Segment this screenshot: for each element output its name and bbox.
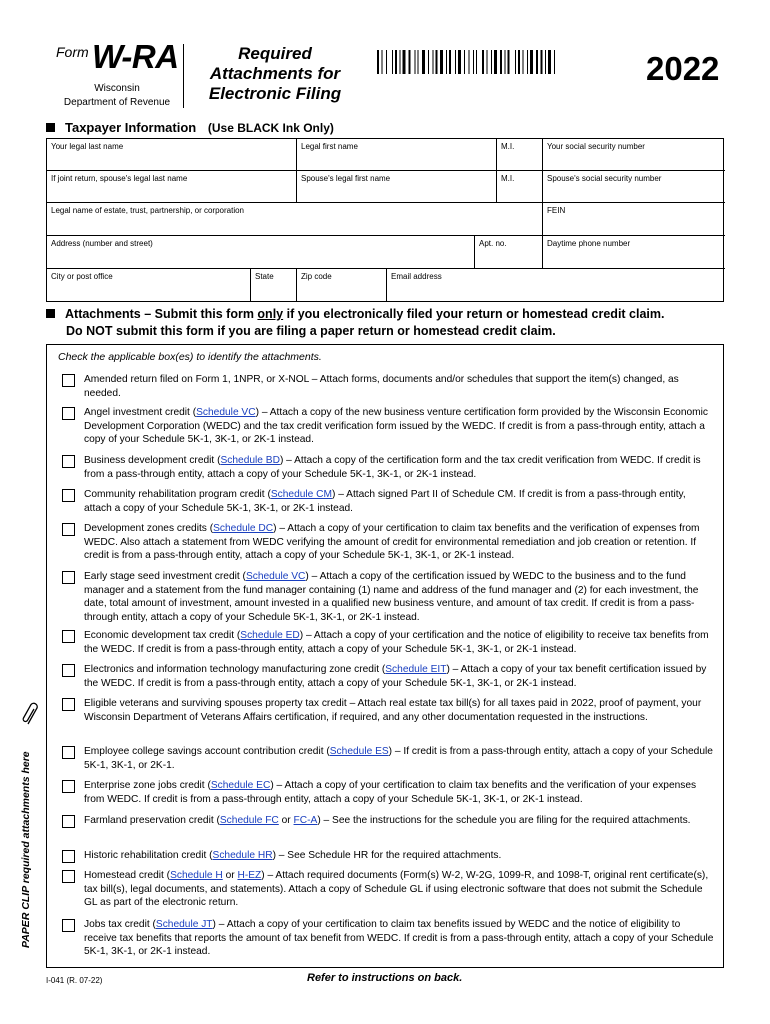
- barcode-bar: [422, 50, 425, 74]
- barcode-bar: [548, 50, 551, 74]
- form-number: W-RA: [92, 38, 179, 75]
- barcode-bar: [428, 50, 429, 74]
- attachment-text-end: ) – If credit is from a pass-through entity, attach a copy of your Schedule 5K-1, 3K-1, or 2K-1.: [84, 746, 713, 771]
- phone-label: Daytime phone number: [547, 239, 631, 248]
- attachment-text-start: Jobs tax credit (: [84, 919, 156, 930]
- attachment-text-end: ) – Attach a copy of the new business venture certification form provided by the Wisconsin Economic Development Corporation (WEDC) and the tax credit verification form issued by the WEDC. If credit is from a pass-through entity, attach a copy of your Schedule 5K-1, 3K-1, or 2K-1 instead.: [84, 407, 709, 445]
- attachment-text: [84, 869, 714, 910]
- form-code: I-041 (R. 07-22): [46, 976, 103, 985]
- attachment-text-end: ) – Attach a copy of the certification form and the tax credit verification from WEDC. If credit is from a pass-through entity, attach a copy of your Schedule 5K-1, 3K-1, or 2K-1 instead.: [84, 455, 701, 480]
- address-field[interactable]: [47, 236, 475, 269]
- attachment-checkbox[interactable]: [62, 489, 75, 502]
- form-prefix: Form: [56, 44, 89, 60]
- barcode-bar: [515, 50, 516, 74]
- fein-field[interactable]: [543, 203, 725, 236]
- barcode-bar: [386, 50, 387, 74]
- attachment-checkbox[interactable]: [62, 407, 75, 420]
- taxpayer-heading-text: Taxpayer Information: [65, 120, 197, 135]
- schedule-link[interactable]: Schedule CM: [270, 489, 332, 500]
- attachment-checkbox[interactable]: [62, 698, 75, 711]
- attachment-text-start: Electronics and information technology manufacturing zone credit (: [84, 664, 386, 675]
- attachment-text: [84, 663, 714, 690]
- schedule-link[interactable]: FC-A: [293, 815, 318, 826]
- ink-note: (Use BLACK Ink Only): [207, 121, 334, 135]
- barcode-bar: [554, 50, 555, 74]
- paper-clip-icon: [22, 702, 42, 728]
- first-name-field[interactable]: [297, 139, 497, 171]
- schedule-link[interactable]: Schedule BD: [220, 455, 280, 466]
- title-line-3: Electronic Filing: [208, 84, 342, 103]
- barcode-bar: [418, 50, 419, 74]
- email-field[interactable]: [387, 269, 725, 301]
- last-name-label: Your legal last name: [51, 142, 124, 151]
- attachment-text: [84, 745, 714, 772]
- schedule-link[interactable]: Schedule HR: [212, 850, 273, 861]
- attachment-text-start: Farmland preservation credit (: [84, 815, 220, 826]
- zip-field[interactable]: [297, 269, 387, 301]
- attachment-checkbox[interactable]: [62, 630, 75, 643]
- state-label: State: [255, 272, 274, 281]
- attachment-text-start: Employee college savings account contribution credit (: [84, 746, 330, 757]
- barcode-bar: [403, 50, 406, 74]
- ssn-field[interactable]: [543, 139, 725, 171]
- barcode-bar: [494, 50, 497, 74]
- city-field[interactable]: [47, 269, 251, 301]
- attachment-text-end: ) – Attach a copy of your certification and the notice of eligibility to receive tax benefits from the WEDC. If credit is from a pass-through entity, attach a copy of your Schedule 5K-1, 3K-1, or 2K-1 instead.: [84, 630, 709, 655]
- barcode-bar: [518, 50, 520, 74]
- barcode-bar: [446, 50, 447, 74]
- attachment-text: [84, 373, 714, 400]
- spouse-first-label: Spouse's legal first name: [301, 174, 391, 183]
- attachment-text: [84, 918, 714, 959]
- attachment-text-start: Homestead credit (: [84, 870, 171, 881]
- attachment-text-end: ) – See Schedule HR for the required attachments.: [272, 850, 502, 861]
- attachment-text-start: Development zones credits (: [84, 523, 214, 534]
- barcode-bar: [455, 50, 456, 74]
- barcode: [377, 50, 619, 74]
- attachment-checkbox[interactable]: [62, 664, 75, 677]
- estate-name-field[interactable]: [47, 203, 543, 236]
- attachment-text-mid: or: [278, 815, 294, 826]
- barcode-bar: [527, 50, 528, 74]
- barcode-bar: [541, 50, 543, 74]
- attachment-text-start: Amended return filed on Form 1, 1NPR, or X-NOL – Attach forms, documents and/or schedules that support the item(s) changed, as needed.: [84, 374, 679, 399]
- department-name: [58, 82, 176, 110]
- attachment-text-end: ) – Attach a copy of the certification issued by WEDC to the business and to the fund manager and a statement from the fund manager containing (1) name and address of the fund manager and (2) for each investment, the date, total amount of investment, amount invested in a qualified new business venture, and amount of tax credit. If credit is from a pass-through entity, attach a copy of your Schedule 5K-1, 3K-1, or 2K-1 instead.: [84, 571, 699, 623]
- city-label: City or post office: [51, 272, 113, 281]
- attachment-text: [84, 779, 714, 806]
- form-title: [200, 44, 350, 104]
- barcode-bar: [377, 50, 379, 74]
- attachment-checkbox[interactable]: [62, 919, 75, 932]
- spouse-last-name-field[interactable]: [47, 171, 297, 203]
- schedule-link[interactable]: Schedule EC: [210, 780, 271, 791]
- spouse-last-label: If joint return, spouse's legal last name: [51, 174, 188, 183]
- paper-clip-note: PAPER CLIP required attachments here: [20, 751, 32, 948]
- spouse-ssn-field[interactable]: [543, 171, 725, 203]
- attachment-text: [84, 849, 714, 863]
- schedule-link[interactable]: Schedule EIT: [385, 664, 447, 675]
- schedule-link[interactable]: Schedule FC: [219, 815, 279, 826]
- schedule-link[interactable]: Schedule ED: [240, 630, 300, 641]
- attachments-heading-line2: Do NOT submit this form if you are filing a paper return or homestead credit claim.: [66, 324, 556, 338]
- barcode-bar: [469, 50, 470, 74]
- attachment-text-end: ) – Attach a copy of your certification to claim tax benefits and the verification of expenses from WEDC. Also attach a statement from WEDC verifying the amount of credit for environmental remediation and job creation or retention. If credit is from a pass-through entity, attach a copy of your Schedule 5K-1, 3K-1, or 2K-1 instead.: [84, 523, 700, 561]
- attachment-checkbox[interactable]: [62, 850, 75, 863]
- attachment-text: [84, 522, 714, 563]
- address-label: Address (number and street): [51, 239, 153, 248]
- email-label: Email address: [391, 272, 442, 281]
- attachment-text-start: Angel investment credit (: [84, 407, 197, 418]
- attachment-checkbox[interactable]: [62, 374, 75, 387]
- schedule-link[interactable]: Schedule VC: [196, 407, 256, 418]
- barcode-bar: [487, 50, 488, 74]
- attachment-text-end: ) – Attach a copy of your certification to claim tax benefits issued by WEDC and the notice of eligibility to receive tax benefits that reports the amount of tax benefit from WEDC. If credit is from a pass-through entity, attach a copy of your Schedule 5K-1, 3K-1, or 2K-1 instead.: [84, 919, 714, 957]
- mi-field[interactable]: [497, 139, 543, 171]
- barcode-bar: [536, 50, 538, 74]
- barcode-bar: [505, 50, 506, 74]
- attachments-heading-title: Attachments: [65, 307, 141, 321]
- estate-name-label: Legal name of estate, trust, partnership, or corporation: [51, 206, 244, 215]
- attachment-checkbox[interactable]: [62, 780, 75, 793]
- barcode-bar: [449, 50, 451, 74]
- attachment-text-start: Historic rehabilitation credit (: [84, 850, 213, 861]
- barcode-bar: [473, 50, 474, 74]
- bullet-square: [46, 123, 55, 132]
- attachment-checkbox[interactable]: [62, 571, 75, 584]
- schedule-link[interactable]: Schedule VC: [245, 571, 306, 582]
- attachment-text-start: Business development credit (: [84, 455, 221, 466]
- barcode-bar: [436, 50, 438, 74]
- attachment-text: [84, 454, 714, 481]
- attachment-text: [84, 629, 714, 656]
- tax-year: 2022: [646, 50, 720, 87]
- barcode-bar: [491, 50, 492, 74]
- attachment-text-end: ) – Attach a copy of your certification to claim tax benefits and the verification of your expenses from WEDC. If credit is from a pass-through entity, attach a copy of your Schedule 5K-1, 3K-1, or 2K-1 instead.: [84, 780, 697, 805]
- attachment-text-start: Community rehabilitation program credit (: [84, 489, 271, 500]
- attachment-text: [84, 814, 714, 828]
- barcode-bar: [415, 50, 416, 74]
- dept-line-2: Department of Revenue: [63, 97, 171, 108]
- schedule-link[interactable]: Schedule ES: [329, 746, 389, 757]
- attachment-text-start: Economic development tax credit (: [84, 630, 241, 641]
- attachment-checkbox[interactable]: [62, 870, 75, 883]
- schedule-link[interactable]: Schedule DC: [213, 523, 274, 534]
- barcode-bar: [440, 50, 443, 74]
- attachment-text: [84, 488, 714, 515]
- spouse-mi-label: M.I.: [501, 174, 515, 183]
- attachment-text: [84, 570, 714, 624]
- last-name-field[interactable]: [47, 139, 297, 171]
- schedule-link[interactable]: H-EZ: [237, 870, 262, 881]
- attachment-text-end: ) – Attach a copy of your tax benefit certification issued by the WEDC. If credit is from a pass-through entity, attach a copy of your Schedule 5K-1, 3K-1, or 2K-1 instead.: [84, 664, 707, 689]
- spouse-ssn-label: Spouse's social security number: [547, 174, 662, 183]
- title-line-2: Attachments for: [209, 64, 341, 83]
- mi-label: M.I.: [501, 142, 515, 151]
- attachment-text: [84, 406, 714, 447]
- phone-field[interactable]: [543, 236, 725, 269]
- attachment-checkbox[interactable]: [62, 455, 75, 468]
- attachment-text-end: ) – See the instructions for the schedule you are filing for the required attachments.: [317, 815, 691, 826]
- schedule-link[interactable]: Schedule H: [170, 870, 223, 881]
- bullet-square: [46, 309, 55, 318]
- zip-label: Zip code: [301, 272, 332, 281]
- attachment-checkbox[interactable]: [62, 523, 75, 536]
- barcode-bar: [392, 50, 393, 74]
- attachment-text-end: ) – Attach signed Part II of Schedule CM. If credit is from a pass-through entity, attach a copy of your Schedule 5K-1, 3K-1, or 2K-1 instead.: [84, 489, 686, 514]
- attachments-heading: [46, 306, 736, 340]
- barcode-bar: [500, 50, 502, 74]
- attachment-text-end: ) – Attach required documents (Form(s) W-2, W-2G, 1099-R, and 1098-T, original rent certificate(s), tax bill(s), legal documents, and statements). Attach a copy of Schedule GL if using electronic software that does not submit the Schedule GL as part of the electronic return.: [84, 870, 709, 908]
- ssn-label: Your social security number: [547, 142, 645, 151]
- barcode-bar: [530, 50, 533, 74]
- barcode-bar: [482, 50, 484, 74]
- apt-field[interactable]: [475, 236, 543, 269]
- attachments-heading-part2: if you electronically filed your return or homestead credit claim.: [286, 307, 665, 321]
- taxpayer-heading: [46, 119, 334, 137]
- schedule-link[interactable]: Schedule JT: [155, 919, 213, 930]
- title-line-1: Required: [238, 44, 312, 63]
- first-name-label: Legal first name: [301, 142, 358, 151]
- barcode-bar: [545, 50, 546, 74]
- barcode-bar: [433, 50, 434, 74]
- attachment-text-start: Eligible veterans and surviving spouses property tax credit – Attach real estate tax bill(s) for all taxes paid in 2022, proof of payment, your Wisconsin Department of Veterans Affairs certification, if required, and any other documentation requested in the instructions.: [84, 698, 702, 723]
- barcode-bar: [523, 50, 524, 74]
- attachment-text-start: Enterprise zone jobs credit (: [84, 780, 211, 791]
- footer-note: Refer to instructions on back.: [307, 972, 463, 984]
- fein-label: FEIN: [547, 206, 566, 215]
- attachment-text: [84, 697, 714, 724]
- attachment-checkbox[interactable]: [62, 815, 75, 828]
- dept-line-1: Wisconsin: [94, 83, 140, 94]
- header-divider: [183, 44, 184, 108]
- attachment-text-mid: or: [222, 870, 238, 881]
- barcode-bar: [458, 50, 461, 74]
- barcode-bar: [508, 50, 510, 74]
- barcode-bar: [400, 50, 401, 74]
- barcode-bar: [476, 50, 477, 74]
- attachment-text-start: Early stage seed investment credit (: [84, 571, 246, 582]
- taxpayer-grid: [46, 138, 724, 302]
- barcode-bar: [382, 50, 383, 74]
- apt-label: Apt. no.: [479, 239, 507, 248]
- attachments-heading-only: only: [257, 307, 284, 321]
- attachments-instruction: Check the applicable box(es) to identify the attachments.: [58, 351, 322, 363]
- state-field[interactable]: [251, 269, 297, 301]
- barcode-bar: [409, 50, 411, 74]
- spouse-first-name-field[interactable]: [297, 171, 497, 203]
- spouse-mi-field[interactable]: [497, 171, 543, 203]
- barcode-bar: [464, 50, 465, 74]
- attachments-heading-part1: – Submit this form: [144, 307, 254, 321]
- barcode-bar: [395, 50, 397, 74]
- attachment-checkbox[interactable]: [62, 746, 75, 759]
